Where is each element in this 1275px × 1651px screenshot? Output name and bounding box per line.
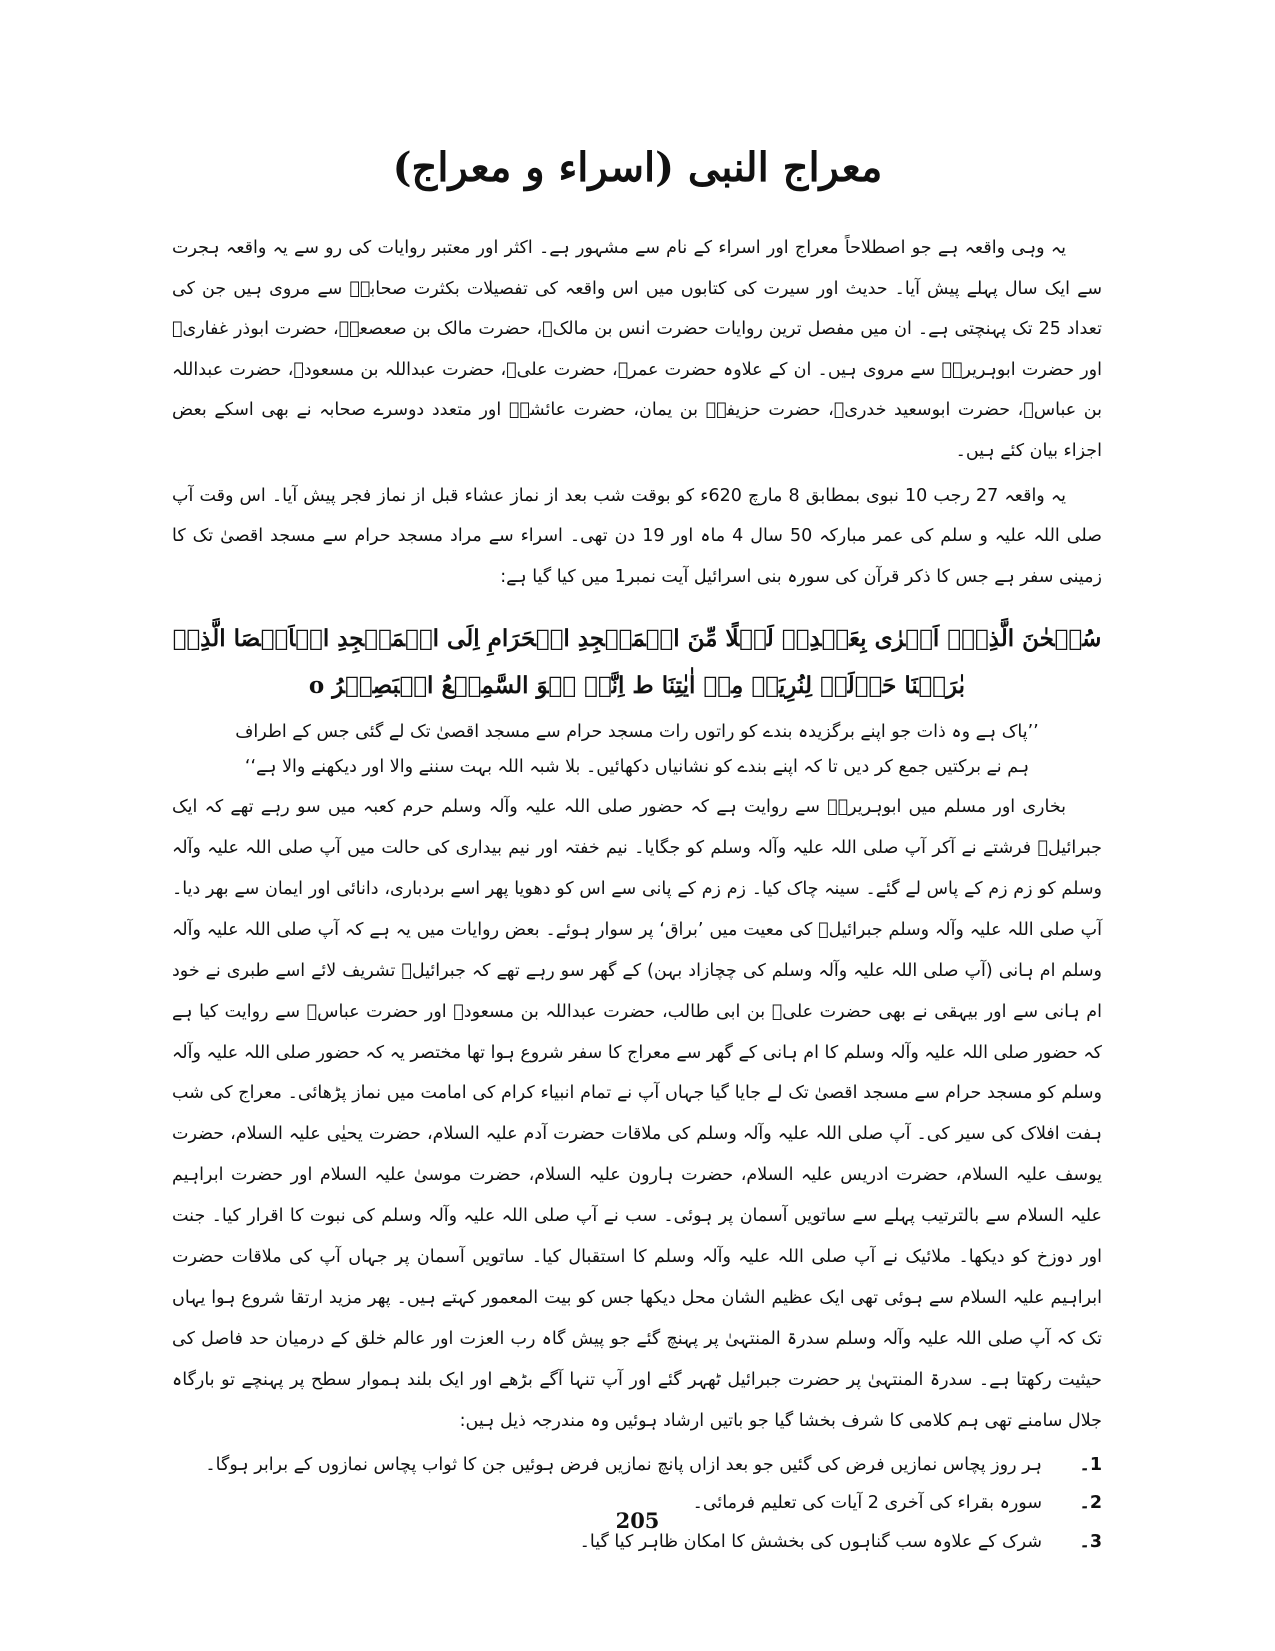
- paragraph-intro: یہ وہی واقعہ ہے جو اصطلاحاً معراج اور اسراء کے نام سے مشہور ہے۔ اکثر اور معتبر روایات کی رو سے یہ واقعہ ہجرت سے ایک سال پہلے پیش آیا۔ حدیث اور سیرت کی کتابوں میں اس واقعہ کی تفصیلات بکثرت صحابہؓ سے مروی ہیں جن کی تعداد 25 تک پہنچتی ہے۔ ان میں مفصل ترین روایات حضرت انس بن مالکؓ، حضرت مالک بن صعصعہؓ، حضرت ابوذر غفاریؓ اور حضرت ابوہریرہؓ سے مروی ہیں۔ ان کے علاوہ حضرت عمرؓ، حضرت علیؓ، حضرت عبداللہ بن مسعودؓ، حضرت عبداللہ بن عباسؓ، حضرت ابوسعید خدریؓ، حضرت حزیفہؓ بن یمان، حضرت عائشہؓ اور متعدد دوسرے صحابہ نے بھی اسکے بعض اجزاء بیان کئے ہیں۔: [172, 238, 1102, 461]
- paragraph-date: یہ واقعہ 27 رجب 10 نبوی بمطابق 8 مارچ 620ء کو بوقت شب بعد از نماز عشاء قبل از نماز فجر پیش آیا۔ اس وقت آپ صلی اللہ علیہ و سلم کی عمر مبارکہ 50 سال 4 ماہ اور 19 دن تھی۔ اسراء سے مراد مسجد حرام سے مسجد اقصیٰ تک کا زمینی سفر ہے جس کا ذکر قرآن کی سورہ بنی اسرائیل آیت نمبر1 میں کیا گیا ہے:: [172, 485, 1102, 587]
- body-text: [172, 228, 1102, 1561]
- page-number: 205: [615, 1508, 660, 1533]
- list-item-number: 3۔: [1079, 1531, 1102, 1552]
- translation-line-1: ’’پاک ہے وہ ذات جو اپنے برگزیدہ بندے کو راتوں رات مسجد حرام سے مسجد اقصیٰ تک لے گئی جس کے اطراف: [235, 722, 1039, 743]
- list-item: [172, 1446, 1102, 1485]
- verse-line-1: سُبۡحٰنَ الَّذِیۡۤ اَسۡرٰی بِعَبۡدِہٖ لَیۡلًا مِّنَ الۡمَسۡجِدِ الۡحَرَامِ اِلَی الۡمَسۡجِدِ الۡاَقۡصَا الَّذِیۡ: [172, 625, 1102, 653]
- list-item-text: ہر روز پچاس نمازیں فرض کی گئیں جو بعد ازاں پانچ نمازیں فرض ہوئیں جن کا ثواب پچاس نمازوں کے برابر ہوگا۔: [205, 1454, 1042, 1475]
- paragraph-narration: بخاری اور مسلم میں ابوہریرہؓ سے روایت ہے کہ حضور صلی اللہ علیہ وآلہ وسلم حرم کعبہ میں سو رہے تھے کہ ایک جبرائیلؑ فرشتے نے آکر آپ صلی اللہ علیہ وآلہ وسلم کو جگایا۔ نیم خفتہ اور نیم بیداری کی حالت میں آپ صلی اللہ علیہ وآلہ وسلم کو زم زم کے پاس لے گئے۔ سینہ چاک کیا۔ زم زم کے پانی سے اس کو دھویا پھر اسے بردباری، دانائی اور ایمان سے بھر دیا۔ آپ صلی اللہ علیہ وآلہ وسلم جبرائیلؑ کی معیت میں ’براق‘ پر سوار ہوئے۔ بعض روایات میں یہ ہے کہ آپ صلی اللہ علیہ وآلہ وسلم ام ہانی (آپ صلی اللہ علیہ وآلہ وسلم کی چچازاد بہن) کے گھر سو رہے تھے کہ جبرائیلؑ تشریف لائے اسے طبری نے خود ام ہانی سے اور بیہقی نے بھی حضرت علیؓ بن ابی طالب، حضرت عبداللہ بن مسعودؓ اور حضرت عباسؓ سے روایت کیا ہے کہ حضور صلی اللہ علیہ وآلہ وسلم کا ام ہانی کے گھر سے معراج کا سفر شروع ہوا تھا مختصر یہ کہ حضور صلی اللہ علیہ وآلہ وسلم کو مسجد حرام سے مسجد اقصیٰ تک لے جایا گیا جہاں آپ نے تمام انبیاء کرام کی امامت میں نماز پڑھائی۔ معراج کی شب ہفت افلاک کی سیر کی۔ آپ صلی اللہ علیہ وآلہ وسلم کی ملاقات حضرت آدم علیہ السلام، حضرت یحیٰی علیہ السلام، حضرت یوسف علیہ السلام، حضرت ادریس علیہ السلام، حضرت ہارون علیہ السلام، حضرت موسیٰ علیہ السلام اور حضرت ابراہیم علیہ السلام سے بالترتیب پہلے سے ساتویں آسمان پر ہوئی۔ سب نے آپ صلی اللہ علیہ وآلہ وسلم کی نبوت کا اقرار کیا۔ جنت اور دوزخ کو دیکھا۔ ملائیک نے آپ صلی اللہ علیہ وآلہ وسلم کا استقبال کیا۔ ساتویں آسمان پر جہاں آپ کی ملاقات حضرت ابراہیم علیہ السلام سے ہوئی تھی ایک عظیم الشان محل دیکھا جس کو بیت المعمور کہتے ہیں۔ پھر مزید ارتقا شروع ہوا یہاں تک کہ آپ صلی اللہ علیہ وآلہ وسلم سدرۃ المنتہیٰ پر پہنچ گئے جو پیش گاہ رب العزت اور عالم خلق کے درمیان حد فاصل کی حیثیت رکھتا ہے۔ سدرۃ المنتہیٰ پر حضرت جبرائیل ٹھہر گئے اور آپ تنہا آگے بڑھے اور ایک بلند ہموار سطح پر پہنچے تو بارگاہ جلال سامنے تھی ہم کلامی کا شرف بخشا گیا جو باتیں ارشاد ہوئیں وہ مندرجہ ذیل ہیں:: [172, 797, 1102, 1431]
- quran-verse: [172, 615, 1102, 709]
- list-item-text: سورہ بقراء کی آخری 2 آیات کی تعلیم فرمائی۔: [692, 1493, 1042, 1514]
- list-item-text: شرک کے علاوہ سب گناہوں کی بخشش کا امکان ظاہر کیا گیا۔: [579, 1531, 1042, 1552]
- page-title: معراج النبی (اسراء و معراج): [392, 144, 883, 191]
- numbered-list: [172, 1446, 1102, 1562]
- list-item-number: 1۔: [1079, 1454, 1102, 1475]
- verse-translation: [172, 715, 1102, 785]
- translation-line-2: ہم نے برکتیں جمع کر دیں تا کہ اپنے بندے کو نشانیاں دکھائیں۔ بلا شبہ اللہ بہت سننے والا اور دیکھنے والا ہے‘‘: [244, 757, 1030, 778]
- verse-line-2: بٰرَکۡنَا حَوۡلَہٗ لِنُرِیَہٗ مِنۡ اٰیٰتِنَا ط اِنَّہٗ ہُوَ السَّمِیۡعُ الۡبَصِیۡرُ o: [308, 672, 966, 700]
- list-item-number: 2۔: [1079, 1493, 1102, 1514]
